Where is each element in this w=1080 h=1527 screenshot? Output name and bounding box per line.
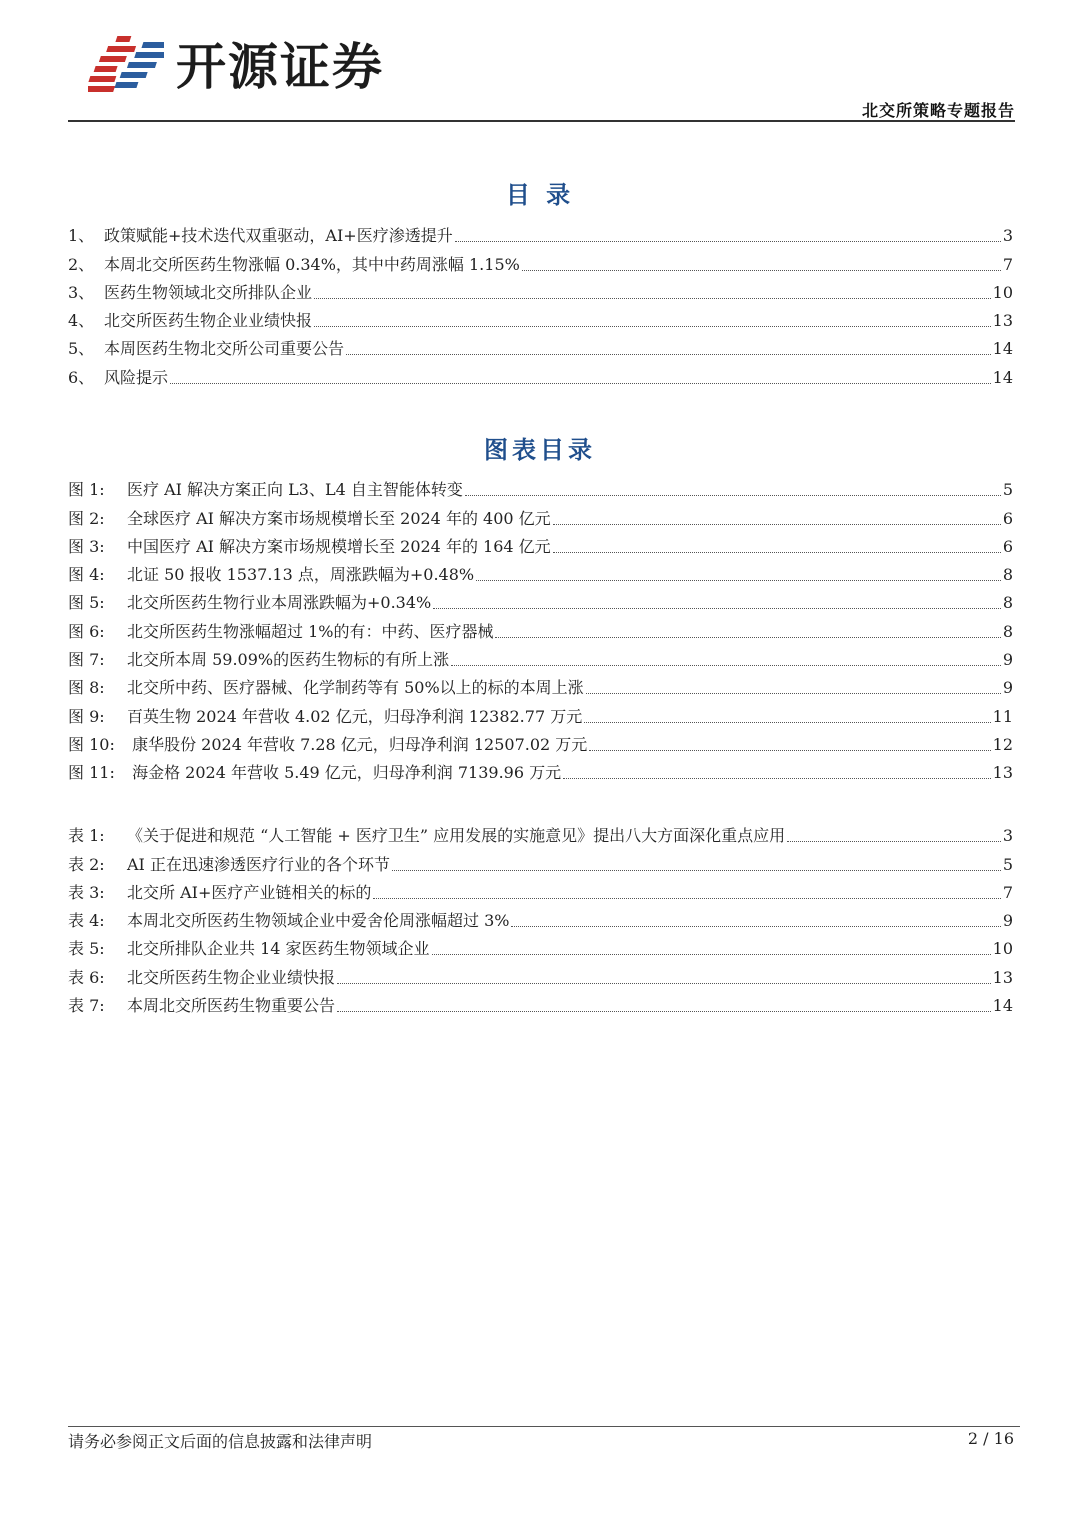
figure-page: 9 [1002,650,1013,670]
toc-item-page: 10 [992,282,1013,302]
table-page: 10 [992,939,1013,959]
leader-dots [451,665,1001,666]
figure-number: 图 7: [68,650,105,670]
figure-title: 北交所本周 59.09%的医药生物标的有所上涨 [127,650,450,670]
leader-dots [337,983,991,984]
figure-number: 图 11: [68,763,115,783]
table-title: 北交所排队企业共 14 家医药生物领域企业 [127,939,430,959]
toc-item[interactable] [68,246,1013,274]
leader-dots [346,354,991,355]
figure-title: 海金格 2024 年营收 5.49 亿元，归母净利润 7139.96 万元 [127,763,562,783]
tables-toc-list [68,818,1013,1016]
toc-item-page: 13 [992,311,1013,331]
table-page: 7 [1002,882,1013,902]
table-title: 北交所医药生物企业业绩快报 [127,967,336,987]
table-page: 13 [992,967,1013,987]
figure-toc-item[interactable] [68,529,1013,557]
figure-number: 图 4: [68,565,105,585]
table-toc-item[interactable] [68,846,1013,874]
figure-toc-item[interactable] [68,472,1013,500]
main-toc-list [68,218,1013,388]
leader-dots [476,580,1001,581]
leader-dots [373,898,1000,899]
table-toc-item[interactable] [68,903,1013,931]
figure-title: 北交所医药生物行业本周涨跌幅为+0.34% [127,593,432,613]
figure-number: 图 2: [68,508,105,528]
table-number: 表 6: [68,967,105,987]
table-number: 表 5: [68,939,105,959]
table-title: 北交所 AI+医疗产业链相关的标的 [127,882,372,902]
figures-toc-title: 图表目录 [484,435,596,464]
leader-dots [586,693,1001,694]
leader-dots [553,552,1001,553]
table-page: 9 [1002,911,1013,931]
footer-disclaimer: 请务必参阅正文后面的信息披露和法律声明 [68,1432,373,1451]
table-toc-item[interactable] [68,988,1013,1016]
toc-item-title: 政策赋能+技术迭代双重驱动，AI+医疗渗透提升 [104,226,453,246]
figure-title: 北证 50 报收 1537.13 点，周涨跌幅为+0.48% [127,565,475,585]
figure-toc-item[interactable] [68,727,1013,755]
figure-title: 北交所中药、医疗器械、化学制药等有 50%以上的标的本周上涨 [127,678,584,698]
figure-page: 12 [992,734,1013,754]
toc-item[interactable] [68,303,1013,331]
table-toc-item[interactable] [68,875,1013,903]
figure-toc-item[interactable] [68,585,1013,613]
table-toc-item[interactable] [68,959,1013,987]
table-number: 表 2: [68,854,105,874]
leader-dots [455,241,1001,242]
toc-item-number: 2、 [68,254,95,274]
toc-item[interactable] [68,359,1013,387]
figure-number: 图 3: [68,536,105,556]
leader-dots [432,954,991,955]
toc-item-title: 本周北交所医药生物涨幅 0.34%，其中中药周涨幅 1.15% [104,254,520,274]
toc-item-page: 7 [1002,254,1013,274]
leader-dots [563,778,991,779]
figure-title: 北交所医药生物涨幅超过 1%的有：中药、医疗器械 [127,621,494,641]
leader-dots [584,722,990,723]
table-number: 表 1: [68,826,105,846]
figure-toc-item[interactable] [68,755,1013,783]
figures-toc-list [68,472,1013,783]
figure-toc-item[interactable] [68,698,1013,726]
figure-page: 9 [1002,678,1013,698]
table-toc-item[interactable] [68,931,1013,959]
figure-title: 中国医疗 AI 解决方案市场规模增长至 2024 年的 164 亿元 [127,536,551,556]
toc-item-number: 3、 [68,282,95,302]
toc-item-number: 1、 [68,226,95,246]
leader-dots [314,298,991,299]
figure-page: 5 [1002,480,1013,500]
toc-title: 目 录 [505,180,575,209]
table-title: AI 正在迅速渗透医疗行业的各个环节 [127,854,390,874]
leader-dots [465,495,1001,496]
figure-page: 11 [992,706,1013,726]
leader-dots [392,870,1001,871]
toc-item-number: 4、 [68,311,95,331]
toc-item-title: 本周医药生物北交所公司重要公告 [104,339,345,359]
figure-number: 图 6: [68,621,105,641]
leader-dots [589,750,990,751]
table-page: 3 [1002,826,1013,846]
report-type: 北交所策略专题报告 [861,101,1015,120]
leader-dots [495,637,1000,638]
figure-number: 图 9: [68,706,105,726]
table-page: 14 [992,996,1013,1016]
toc-item-page: 3 [1002,226,1013,246]
figure-toc-item[interactable] [68,642,1013,670]
table-page: 5 [1002,854,1013,874]
page-header [68,30,1015,122]
figure-toc-item[interactable] [68,613,1013,641]
leader-dots [511,926,1000,927]
kaiyuan-logo-icon [88,34,164,100]
toc-item-title: 风险提示 [104,367,169,387]
figure-title: 全球医疗 AI 解决方案市场规模增长至 2024 年的 400 亿元 [127,508,551,528]
table-title: 本周北交所医药生物重要公告 [127,996,336,1016]
figure-toc-item[interactable] [68,670,1013,698]
header-divider [68,120,1015,122]
leader-dots [314,326,991,327]
figure-page: 13 [992,763,1013,783]
table-title: 本周北交所医药生物领域企业中爱舍伦周涨幅超过 3% [127,911,510,931]
figure-page: 8 [1002,565,1013,585]
toc-item-page: 14 [992,367,1013,387]
leader-dots [433,608,1001,609]
toc-item-title: 医药生物领域北交所排队企业 [104,282,313,302]
figure-number: 图 10: [68,734,115,754]
figure-page: 8 [1002,593,1013,613]
leader-dots [787,841,1001,842]
table-toc-item[interactable] [68,818,1013,846]
figure-title: 医疗 AI 解决方案正向 L3、L4 自主智能体转变 [127,480,463,500]
company-name: 开源证券 [176,38,384,96]
toc-item[interactable] [68,275,1013,303]
figure-number: 图 5: [68,593,105,613]
table-title: 《关于促进和规范 “人工智能 + 医疗卫生” 应用发展的实施意见》提出八大方面深化重点应用 [127,826,786,846]
toc-item-number: 6、 [68,367,95,387]
leader-dots [170,383,991,384]
toc-item-number: 5、 [68,339,95,359]
toc-item-title: 北交所医药生物企业业绩快报 [104,311,313,331]
leader-dots [553,524,1001,525]
table-number: 表 3: [68,882,105,902]
toc-item-page: 14 [992,339,1013,359]
table-number: 表 4: [68,911,105,931]
figure-page: 6 [1002,508,1013,528]
figure-number: 图 1: [68,480,105,500]
figure-number: 图 8: [68,678,105,698]
toc-item[interactable] [68,331,1013,359]
figure-toc-item[interactable] [68,500,1013,528]
figure-page: 6 [1002,536,1013,556]
figure-title: 百英生物 2024 年营收 4.02 亿元，归母净利润 12382.77 万元 [127,706,583,726]
figure-page: 8 [1002,621,1013,641]
toc-item[interactable] [68,218,1013,246]
footer-divider [68,1426,1020,1427]
figure-toc-item[interactable] [68,557,1013,585]
leader-dots [337,1011,991,1012]
table-number: 表 7: [68,996,105,1016]
page-number: 2 / 16 [967,1429,1014,1448]
leader-dots [522,270,1001,271]
figure-title: 康华股份 2024 年营收 7.28 亿元，归母净利润 12507.02 万元 [127,734,588,754]
